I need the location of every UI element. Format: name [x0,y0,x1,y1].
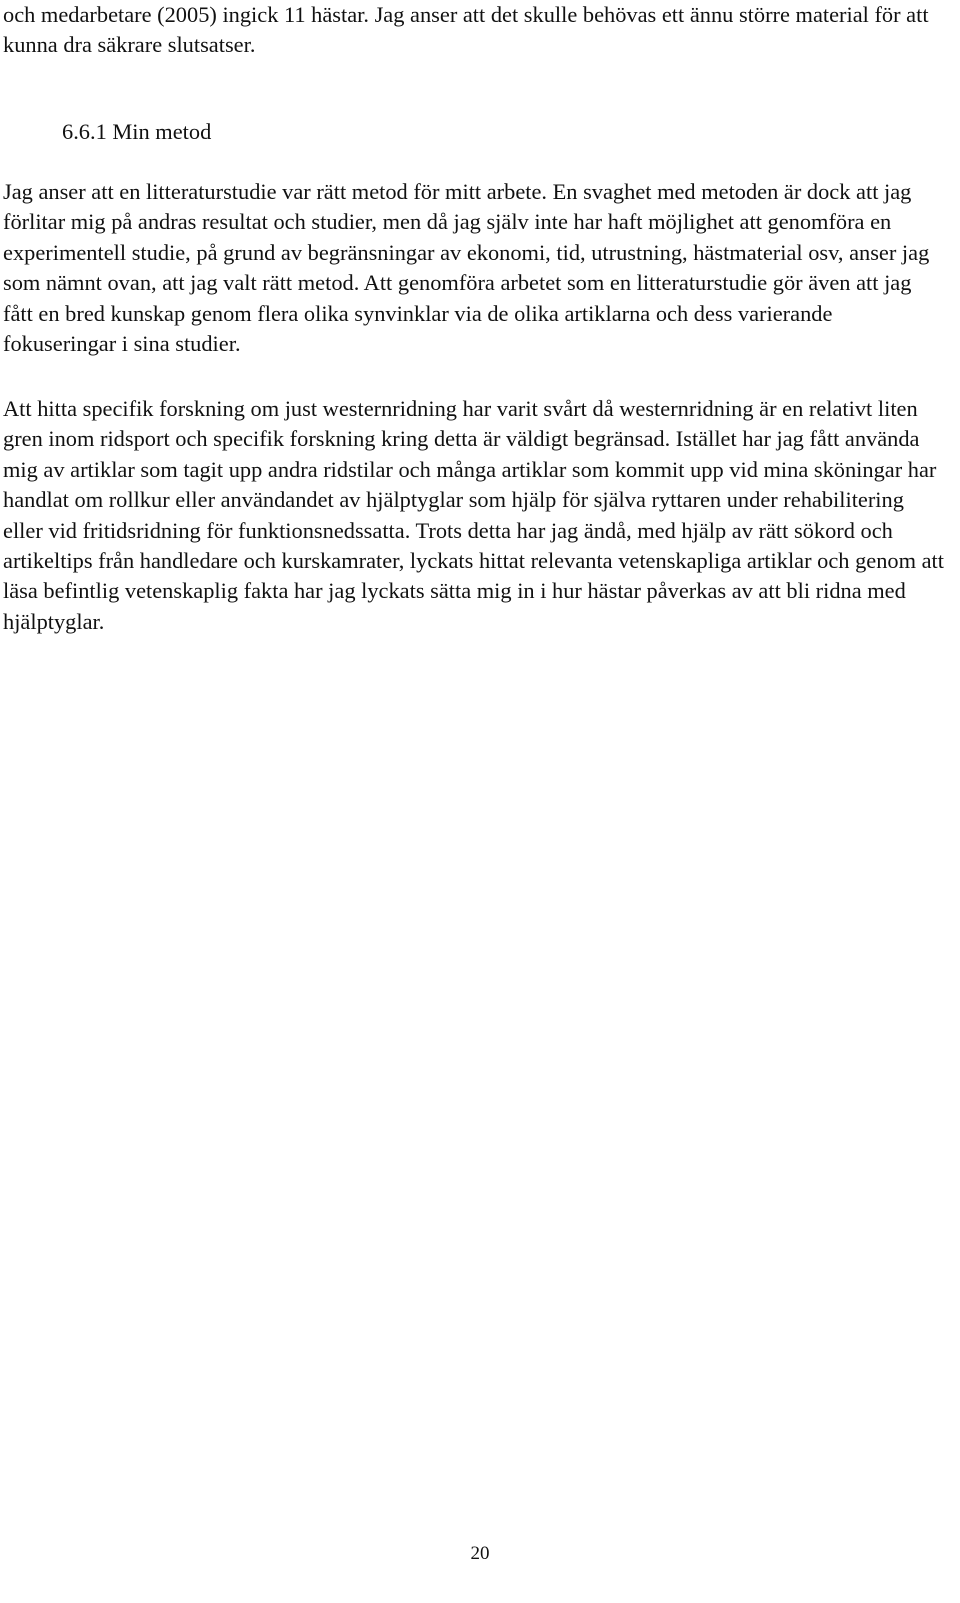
section-heading: 6.6.1 Min metod [62,119,212,144]
paragraph-continuation: och medarbetare (2005) ingick 11 hästar. Jag anser att det skulle behövas ett ännu större material för att kunna dra säkrare slutsatser. [3,2,929,58]
paragraph-method: Jag anser att en litteraturstudie var rätt metod för mitt arbete. En svaghet med metoden är dock att jag förlitar mig på andras resultat och studier, men då jag själv inte har haft möjlighet att genomföra en experimentell studie, på grund av begränsningar av ekonomi, tid, utrustning, hästmaterial osv, anser jag som nämnt ovan, att jag valt rätt metod. Att genomföra arbetet som en litteraturstudie gör även att jag fått en bred kunskap genom flera olika synvinklar via de olika artiklarna och dess varierande fokuseringar i sina studier. [3,179,930,357]
paragraph-research: Att hitta specifik forskning om just westernridning har varit svårt då westernridning är en relativt liten gren inom ridsport och specifik forskning kring detta är väldigt begränsad. Istället har jag fått använda mig av artiklar som tagit upp andra ridstilar och många artiklar som kommit upp vid mina sköningar har handlat om rollkur eller användandet av hjälptyglar som hjälp för själva ryttaren under rehabilitering eller vid fritidsridning för funktionsnedssatta. Trots detta har jag ändå, med hjälp av rätt sökord och artikeltips från handledare och kurskamrater, lyckats hittat relevanta vetenskapliga artiklar och genom att läsa befintlig vetenskaplig fakta har jag lyckats sätta mig in i hur hästar påverkas av att bli ridna med hjälptyglar. [3,396,944,634]
page-number: 20 [470,1543,490,1564]
